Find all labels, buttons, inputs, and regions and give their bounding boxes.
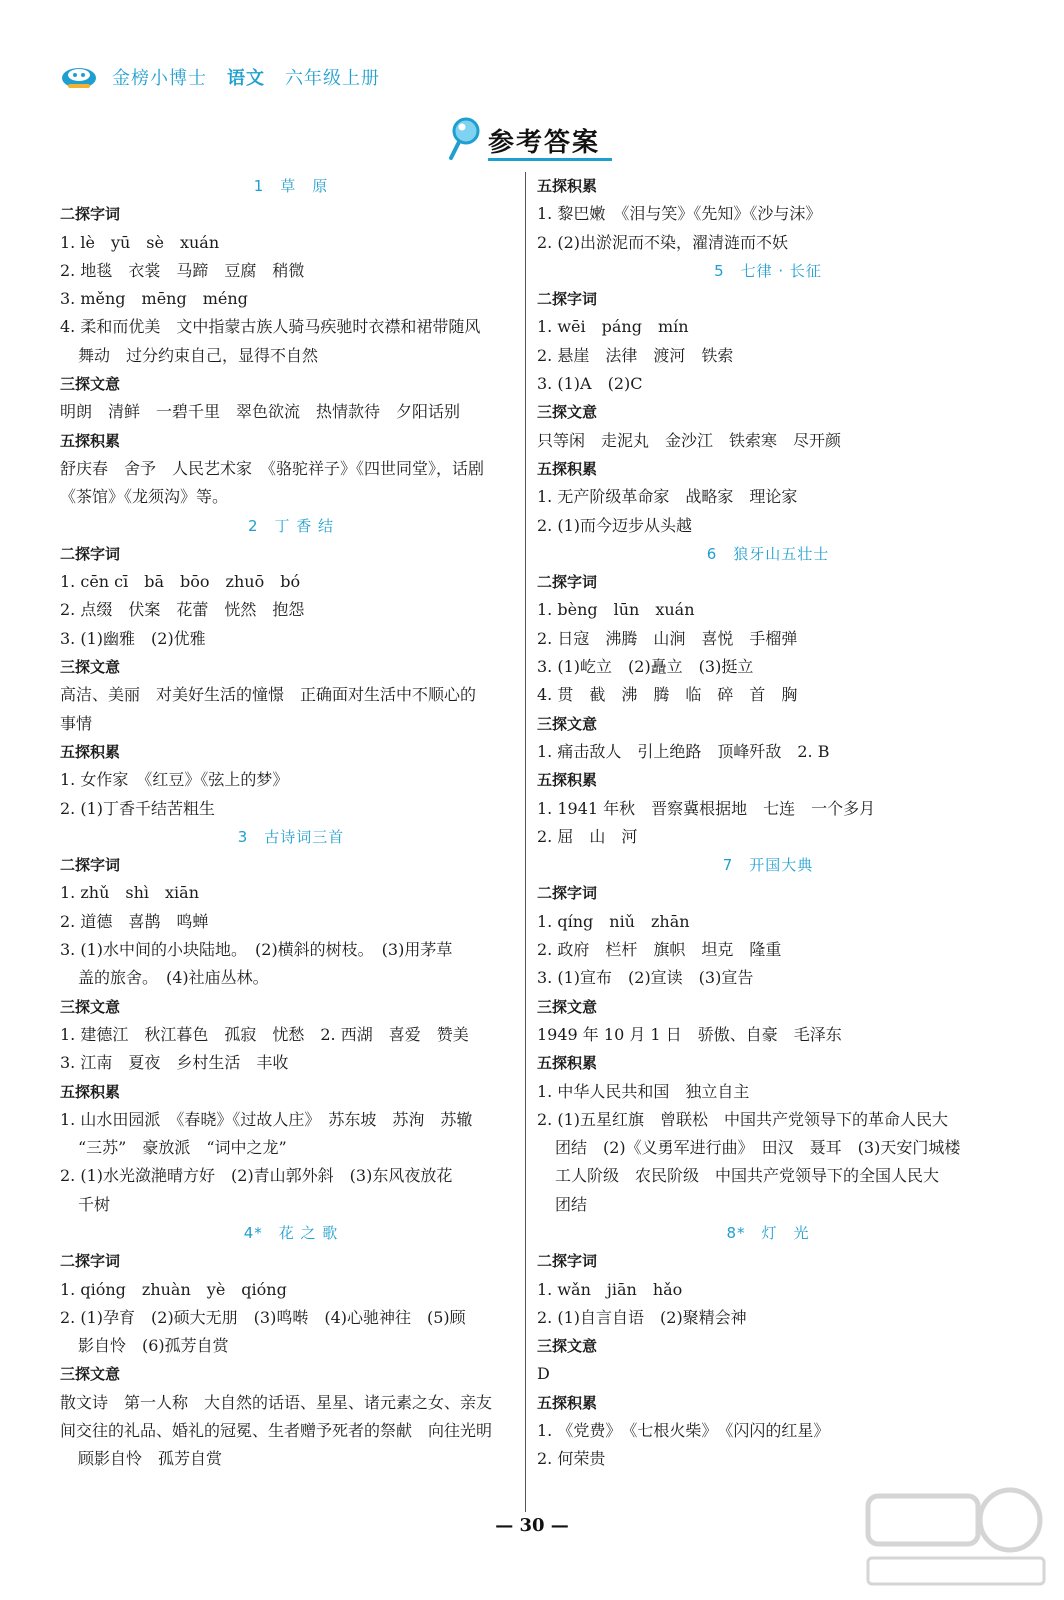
section-heading: 三探文意 [537, 403, 598, 422]
lesson-title: 2 丁 香 结 [247, 516, 335, 535]
section-heading: 二探字词 [60, 205, 121, 224]
answer-line: 3. (1)A (2)C [537, 374, 643, 394]
answer-line: 2. (1)而今迈步从头越 [537, 515, 693, 535]
lesson-title: 4* 花 之 歌 [243, 1223, 339, 1242]
subject-label: 语文 [227, 68, 265, 89]
answer-line: 3. (1)幽雅 (2)优雅 [60, 628, 206, 648]
section-heading: 三探文意 [537, 997, 598, 1016]
answer-line: 1. cēn cī bā bōo zhuō bó [60, 572, 301, 592]
answer-line: 2. 点缀 伏案 花蕾 恍然 抱怨 [60, 600, 305, 620]
answer-line: 3. (1)宣布 (2)宣读 (3)宣告 [537, 968, 754, 988]
section-heading: 五探积累 [537, 1393, 598, 1412]
brand-logo-icon [60, 64, 98, 90]
answer-line: 3. 江南 夏夜 乡村生活 丰收 [60, 1053, 289, 1073]
section-heading: 五探积累 [537, 1054, 598, 1073]
answer-line: 1. 1941 年秋 晋察冀根据地 七连 一个多月 [537, 798, 876, 818]
section-heading: 五探积累 [60, 431, 121, 450]
answer-line-continued: 千树 [78, 1194, 111, 1214]
answer-line: 2. 屈 山 河 [537, 826, 638, 846]
answer-line: 1949 年 10 月 1 日 骄傲、自豪 毛泽东 [537, 1024, 842, 1044]
section-heading: 五探积累 [60, 742, 121, 761]
section-heading: 五探积累 [60, 1082, 121, 1101]
answer-line: 1. qióng zhuàn yè qióng [60, 1279, 287, 1299]
answer-line-continued: 团结 [555, 1194, 588, 1214]
section-heading: 五探积累 [537, 459, 598, 478]
answer-line: 2. (1)自言自语 (2)聚精会神 [537, 1307, 747, 1327]
title-underline [488, 158, 612, 161]
answer-line: 2. (1)五星红旗 曾联松 中国共产党领导下的革命人民大 [537, 1109, 949, 1129]
section-heading: 三探文意 [537, 714, 598, 733]
answer-line: 事情 [60, 713, 93, 733]
answer-line: 明朗 清鲜 一碧千里 翠色欲流 热情款待 夕阳话别 [60, 402, 461, 422]
answer-line: 1. 黎巴嫩 《泪与笑》《先知》《沙与沫》 [537, 204, 822, 224]
answer-line: 间交往的礼品、婚礼的冠冕、生者赠予死者的祭献 向往光明 [60, 1421, 493, 1441]
lesson-title: 3 古诗词三首 [237, 827, 345, 846]
answer-line: 3. (1)屹立 (2)矗立 (3)挺立 [537, 657, 754, 677]
column-divider [525, 172, 526, 1512]
answer-line: 1. wēi páng mín [537, 317, 689, 337]
answer-line: 2. (1)水光潋滟晴方好 (2)青山郭外斜 (3)东风夜放花 [60, 1166, 453, 1186]
lesson-title: 5 七律 · 长征 [714, 261, 822, 280]
section-heading: 二探字词 [537, 884, 598, 903]
section-heading: 二探字词 [537, 1252, 598, 1271]
page-number: — 30 — [495, 1515, 569, 1536]
section-heading: 二探字词 [60, 1252, 121, 1271]
answer-line: 1. qíng niǔ zhān [537, 911, 690, 931]
answer-line: D [537, 1364, 550, 1384]
answer-line-continued: 顾影自怜 孤芳自赏 [78, 1449, 223, 1469]
answer-line: 2. (2)出淤泥而不染，濯清涟而不妖 [537, 232, 789, 252]
answer-line: 1. 《党费》 《七根火柴》 《闪闪的红星》 [537, 1421, 830, 1441]
section-heading: 二探字词 [60, 856, 121, 875]
answer-line: 1. lè yū sè xuán [60, 232, 220, 252]
answer-line: 2. 何荣贵 [537, 1449, 606, 1469]
answer-line: 2. 政府 栏杆 旗帜 坦克 隆重 [537, 940, 782, 960]
answer-line: 1. 建德江 秋江暮色 孤寂 忧愁 2. 西湖 喜爱 赞美 [60, 1024, 469, 1044]
answer-line: 4. 贯 截 沸 腾 临 碎 首 胸 [537, 685, 798, 705]
answer-line: 2. (1)孕育 (2)硕大无朋 (3)鸣啭 (4)心驰神往 (5)顾 [60, 1307, 466, 1327]
page-header [60, 62, 400, 92]
section-heading: 二探字词 [537, 290, 598, 309]
answer-line: 1. 痛击敌人 引上绝路 顶峰歼敌 2. B [537, 741, 830, 761]
section-heading: 五探积累 [537, 771, 598, 790]
answer-line-continued: 团结 (2)《义勇军进行曲》 田汉 聂耳 (3)天安门城楼 [555, 1138, 961, 1158]
lesson-title: 7 开国大典 [722, 856, 814, 875]
answer-line: 2. 日寇 沸腾 山涧 喜悦 手榴弹 [537, 628, 798, 648]
answer-line: 1. 山水田园派 《春晓》《过故人庄》 苏东坡 苏洵 苏辙 [60, 1109, 473, 1129]
answer-line: 3. měng mēng méng [60, 289, 248, 309]
grade-label: 六年级上册 [285, 68, 380, 89]
answer-line-continued: 工人阶级 农民阶级 中国共产党领导下的全国人民大 [555, 1166, 940, 1186]
page-title: 参考答案 [488, 128, 601, 158]
answer-line: 1. wǎn jiān hǎo [537, 1279, 683, 1299]
answer-line: 2. 道德 喜鹊 鸣蝉 [60, 911, 209, 931]
lesson-title: 1 草 原 [253, 177, 329, 195]
section-heading: 三探文意 [60, 1365, 121, 1384]
answer-line: 1. 无产阶级革命家 战略家 理论家 [537, 487, 798, 507]
brand-name: 金榜小博士 [112, 68, 207, 89]
answer-line: 《茶馆》《龙须沟》等。 [60, 487, 229, 507]
answer-line: 4. 柔和而优美 文中指蒙古族人骑马疾驰时衣襟和裙带随风 [60, 317, 481, 337]
answer-line: 2. 悬崖 法律 渡河 铁索 [537, 345, 734, 365]
answer-line-continued: “三苏” 豪放派 “词中之龙” [78, 1138, 287, 1158]
answer-line: 1. 中华人民共和国 独立自主 [537, 1081, 750, 1101]
title-block [448, 114, 618, 164]
section-heading: 三探文意 [60, 658, 121, 677]
lesson-title: 6 狼牙山五壮士 [706, 544, 830, 563]
answer-line: 2. 地毯 衣裳 马蹄 豆腐 稍微 [60, 260, 305, 280]
answer-line: 1. 女作家 《红豆》《弦上的梦》 [60, 770, 289, 790]
answer-line: 1. bèng lūn xuán [537, 600, 695, 620]
section-heading: 三探文意 [60, 375, 121, 394]
answer-line: 3. (1)水中间的小块陆地。 (2)横斜的树枝。 (3)用茅草 [60, 940, 453, 960]
answer-line: 只等闲 走泥丸 金沙江 铁索寒 尽开颜 [537, 430, 842, 450]
section-heading: 二探字词 [537, 573, 598, 592]
section-heading: 五探积累 [537, 177, 598, 195]
watermark-logo-icon [860, 1482, 1050, 1594]
answer-line-continued: 盖的旅舍。 (4)社庙丛林。 [78, 968, 269, 988]
answer-line: 2. (1)丁香千结苦粗生 [60, 798, 216, 818]
answer-line: 高洁、美丽 对美好生活的憧憬 正确面对生活中不顺心的 [60, 685, 477, 705]
section-heading: 三探文意 [60, 997, 121, 1016]
answer-line: 散文诗 第一人称 大自然的话语、星星、诸元素之女、亲友 [60, 1392, 493, 1412]
answer-line: 1. zhǔ shì xiān [60, 883, 200, 903]
section-heading: 三探文意 [537, 1337, 598, 1356]
lesson-title: 8* 灯 光 [726, 1223, 810, 1242]
section-heading: 二探字词 [60, 544, 121, 563]
answer-line: 舒庆春 舍予 人民艺术家 《骆驼祥子》《四世同堂》，话剧 [60, 458, 485, 478]
answer-line-continued: 舞动 过分约束自己，显得不自然 [78, 345, 319, 365]
right-column [537, 172, 999, 1474]
answer-line-continued: 影自怜 (6)孤芳自赏 [78, 1336, 229, 1356]
magnifier-icon [448, 116, 484, 160]
left-column [60, 172, 522, 1474]
